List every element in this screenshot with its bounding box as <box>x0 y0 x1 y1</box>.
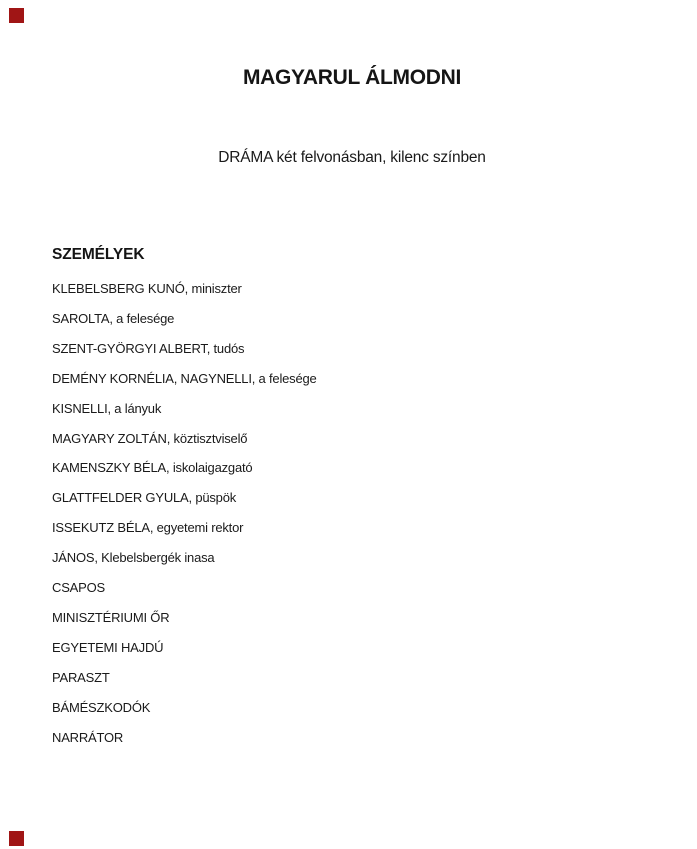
red-corner-marker-top-left <box>9 8 24 23</box>
character-list-item: GLATTFELDER GYULA, püspök <box>52 490 237 506</box>
character-list-item: KLEBELSBERG KUNÓ, miniszter <box>52 281 242 296</box>
character-list-item: KAMENSZKY BÉLA, iskolaigazgató <box>52 460 253 476</box>
character-list-item: NARRÁTOR <box>52 729 124 745</box>
character-list-item: SZENT-GYÖRGYI ALBERT, tudós <box>52 340 245 356</box>
characters-section-heading: SZEMÉLYEK <box>52 246 145 263</box>
character-list-item: MINISZTÉRIUMI ŐR <box>52 609 170 625</box>
red-corner-marker-bottom-left <box>9 831 24 846</box>
character-list-item: ISSEKUTZ BÉLA, egyetemi rektor <box>52 520 244 536</box>
character-list-item: CSAPOS <box>52 580 105 596</box>
page-subtitle: DRÁMA két felvonásban, kilenc színben <box>218 149 486 166</box>
character-list-item: EGYETEMI HAJDÚ <box>52 639 164 655</box>
character-list <box>52 274 317 753</box>
character-list-item: MAGYARY ZOLTÁN, köztisztviselő <box>52 430 248 446</box>
character-list-item: PARASZT <box>52 669 110 685</box>
character-list-item: BÁMÉSZKODÓK <box>52 699 151 715</box>
character-list-item: DEMÉNY KORNÉLIA, NAGYNELLI, a felesége <box>52 370 317 386</box>
page-title: MAGYARUL ÁLMODNI <box>242 66 462 89</box>
character-list-item: SAROLTA, a felesége <box>52 310 175 326</box>
character-list-item: KISNELLI, a lányuk <box>52 400 162 416</box>
character-list-item: JÁNOS, Klebelsbergék inasa <box>52 550 215 566</box>
